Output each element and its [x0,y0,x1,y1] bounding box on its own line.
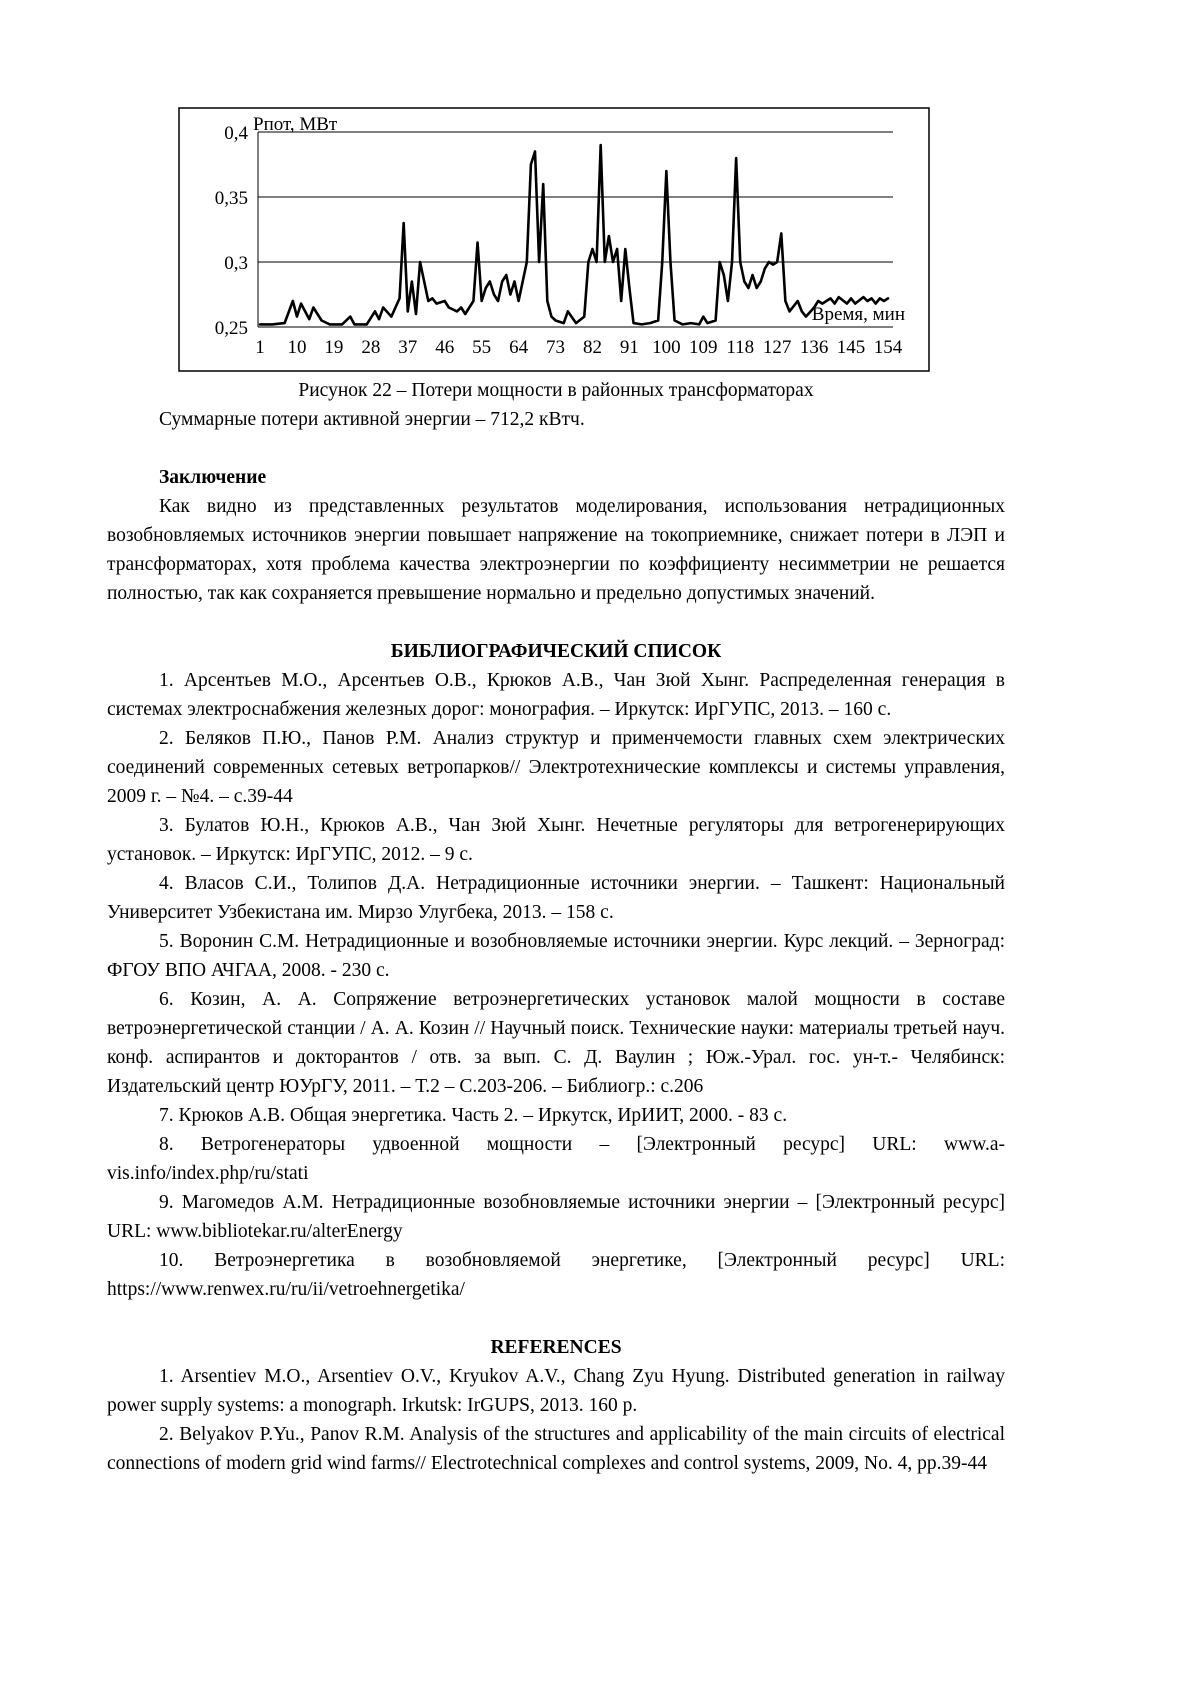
svg-text:73: 73 [546,337,566,358]
svg-text:28: 28 [361,337,381,358]
power-loss-chart [178,107,930,372]
svg-text:37: 37 [398,337,418,358]
conclusion-paragraph: Как видно из представленных результатов моделирования, использования нетрадиционных возобновляемых источников энергии повышает напряжение на токоприемнике, снижает потери в ЛЭП и трансформаторах, хотя проблема качества электроэнергии по коэффициенту несимметрии не решается полностью, так как сохраняется превышение нормально и предельно допустимых значений. [107,496,1005,604]
svg-text:19: 19 [324,337,344,358]
figure-22 [107,107,1005,405]
bibliography-item: 5. Воронин С.М. Нетрадиционные и возобновляемые источники энергии. Курс лекций. – Зерноград: ФГОУ ВПО АЧГАА, 2008. - 230 с. [107,931,1005,981]
svg-text:10: 10 [287,337,307,358]
bibliography-item: 3. Булатов Ю.Н., Крюков А.В., Чан Зюй Хынг. Нечетные регуляторы для ветрогенерирующих установок. – Иркутск: ИрГУПС, 2012. – 9 с. [107,815,1005,865]
bibliography-item: 10. Ветроэнергетика в возобновляемой энергетике, [Электронный ресурс] URL: https://www.renwex.ru/ru/ii/vetroehnergetika/ [107,1250,1005,1300]
svg-text:118: 118 [726,337,755,358]
svg-text:127: 127 [762,337,792,358]
reference-item: 1. Arsentiev M.O., Arsentiev O.V., Kryukov A.V., Chang Zyu Hyung. Distributed generation in railway power supply systems: a monograph. Irkutsk: IrGUPS, 2013. 160 p. [107,1366,1005,1416]
svg-text:145: 145 [836,337,866,358]
bibliography-item: 1. Арсентьев М.О., Арсентьев О.В., Крюков А.В., Чан Зюй Хынг. Распределенная генерация в системах электроснабжения железных дорог: монография. – Иркутск: ИрГУПС, 2013. – 160 с. [107,670,1005,720]
svg-text:0,35: 0,35 [214,188,248,209]
bibliography-item: 2. Беляков П.Ю., Панов Р.М. Анализ структур и применчемости главных схем электрических соединений современных сетевых ветропарков// Электротехнические комплексы и системы управления, 2009 г. – №4. – с.39-44 [107,728,1005,807]
bibliography-item: 6. Козин, А. А. Сопряжение ветроэнергетических установок малой мощности в составе ветроэнергетической станции / А. А. Козин // Научный поиск. Технические науки: материалы третьей науч. конф. аспирантов и докторантов / отв. за вып. С. Д. Ваулин ; Юж.-Урал. гос. ун-т.- Челябинск: Издательский центр ЮУрГУ, 2011. – Т.2 – С.203-206. – Библиогр.: с.206 [107,989,1005,1097]
bibliography-heading: БИБЛИОГРАФИЧЕСКИЙ СПИСОК [390,641,722,662]
references-list [107,1362,1005,1478]
power-loss-chart-svg [178,107,930,372]
references-heading: REFERENCES [490,1337,622,1358]
bibliography-item: 7. Крюков А.В. Общая энергетика. Часть 2. – Иркутск, ИрИИТ, 2000. - 83 с. [159,1105,788,1126]
reference-item: 2. Belyakov P.Yu., Panov R.M. Analysis of the structures and applicability of the main circuits of electrical connections of modern grid wind farms// Electrotechnical complexes and control systems, 2009, No. 4, pp.39-44 [107,1424,1005,1474]
svg-text:109: 109 [689,337,718,358]
svg-text:46: 46 [435,337,455,358]
bibliography-item: 8. Ветрогенераторы удвоенной мощности – [Электронный ресурс] URL: www.a-vis.info/index.php/ru/stati [107,1134,1005,1184]
svg-text:Рпот, МВт: Рпот, МВт [253,114,338,135]
svg-text:0,4: 0,4 [224,123,248,144]
bibliography-list [107,666,1005,1304]
svg-text:154: 154 [873,337,903,358]
conclusion-heading: Заключение [159,467,267,488]
svg-text:136: 136 [799,337,829,358]
figure-note: Суммарные потери активной энергии – 712,2 кВтч. [159,409,585,430]
svg-text:55: 55 [472,337,492,358]
page-content [107,107,1005,1478]
svg-text:82: 82 [582,337,602,358]
svg-text:0,3: 0,3 [224,253,248,274]
svg-text:64: 64 [509,337,529,358]
svg-text:91: 91 [619,337,639,358]
bibliography-item: 9. Магомедов А.М. Нетрадиционные возобновляемые источники энергии – [Электронный ресурс] URL: www.bibliotekar.ru/alterEnergy [107,1192,1005,1242]
bibliography-item: 4. Власов С.И., Толипов Д.А. Нетрадиционные источники энергии. – Ташкент: Национальный Университет Узбекистана им. Мирзо Улугбека, 2013. – 158 с. [107,873,1005,923]
svg-text:1: 1 [255,337,265,358]
svg-text:Время, мин: Время, мин [811,304,905,325]
figure-caption: Рисунок 22 – Потери мощности в районных трансформаторах [298,380,814,401]
svg-text:100: 100 [652,337,681,358]
svg-text:0,25: 0,25 [214,318,248,339]
